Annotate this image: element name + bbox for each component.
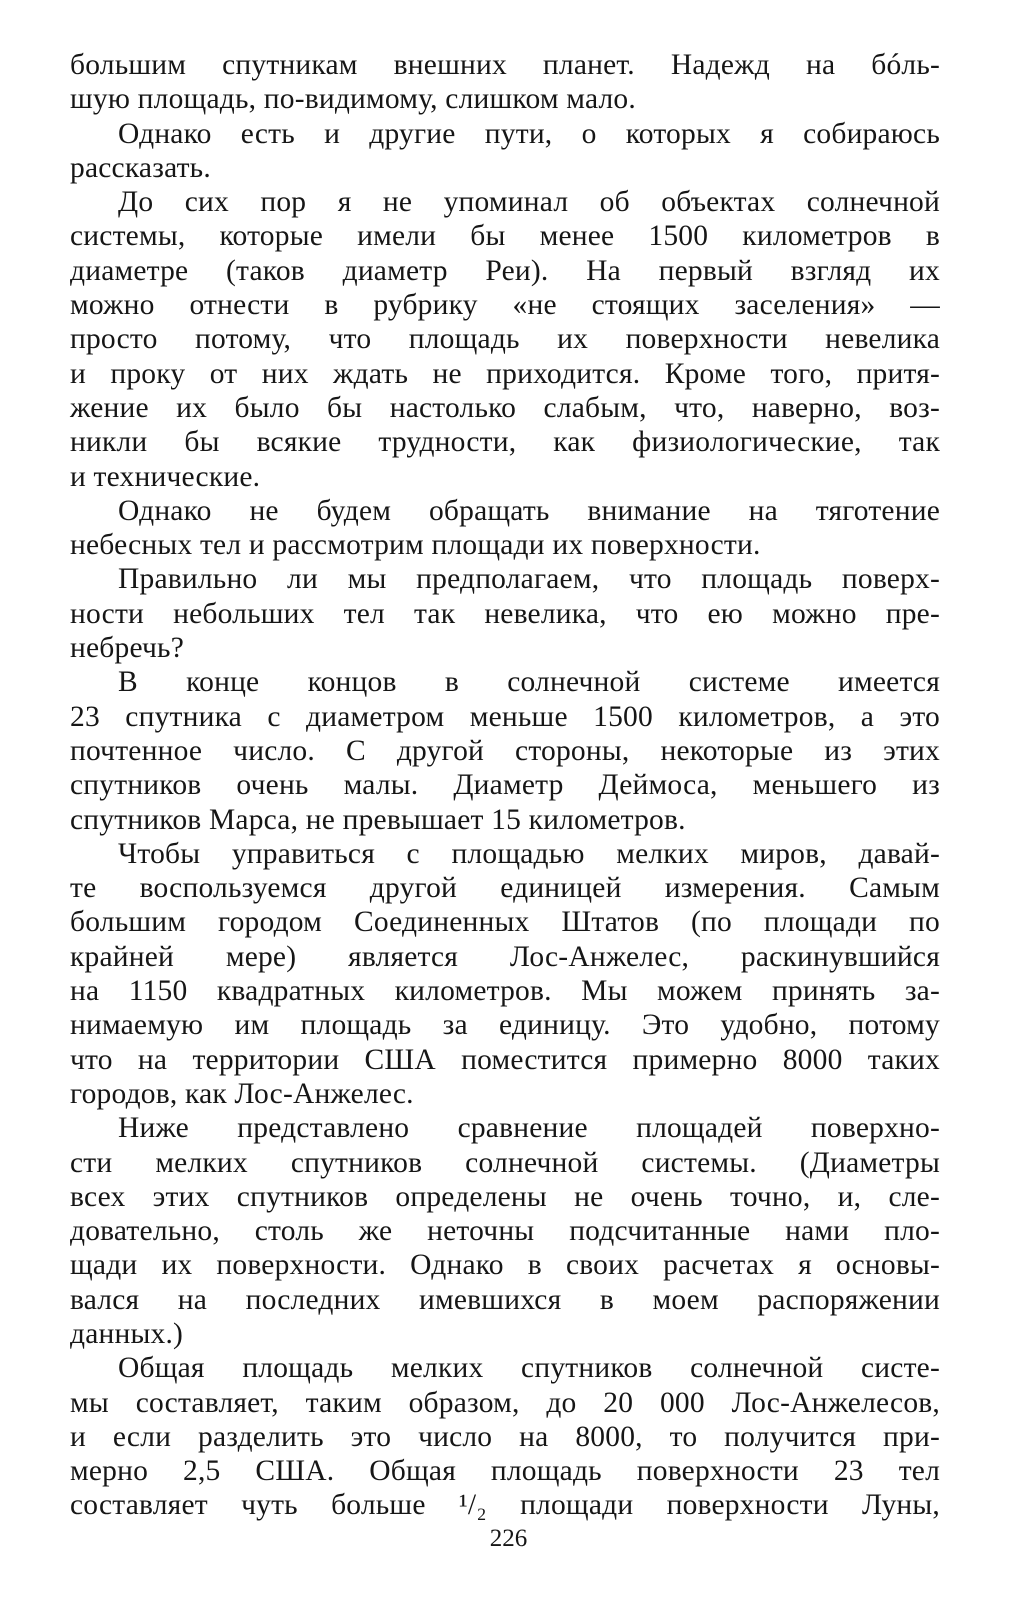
- text-line: Однако не будем обращать внимание на тяготение: [118, 494, 940, 527]
- text-line: данных.): [70, 1317, 184, 1350]
- text-line: жение их было бы настолько слабым, что, наверно, воз-: [70, 391, 940, 424]
- text-line: небесных тел и рассмотрим площади их поверхности.: [70, 529, 761, 562]
- text-line: те воспользуемся другой единицей измерения. Самым: [70, 872, 940, 905]
- text-line: просто потому, что площадь их поверхности невелика: [70, 323, 940, 356]
- text-line: можно отнести в рубрику «не стоящих заселения» —: [70, 289, 940, 322]
- text-line: системы, которые имели бы менее 1500 километров в: [70, 220, 940, 253]
- text-line: что на территории США поместится примерно 8000 таких: [70, 1043, 940, 1076]
- text-line: спутников очень малы. Диаметр Деймоса, меньшего из: [70, 769, 940, 802]
- page-number: 226: [489, 1525, 528, 1552]
- text-line: мы составляет, таким образом, до 20 000 Лос-Анжелесов,: [70, 1386, 940, 1419]
- text-line: диаметре (таков диаметр Реи). На первый взгляд их: [70, 254, 940, 287]
- text-line: спутников Марса, не превышает 15 километров.: [70, 803, 686, 836]
- text-line: всех этих спутников определены не очень точно, и, сле-: [70, 1180, 940, 1213]
- text-line: небречь?: [70, 632, 184, 665]
- text-line: 23 спутника с диаметром меньше 1500 километров, а это: [70, 700, 940, 733]
- text-line: вался на последних имевшихся в моем распоряжении: [70, 1283, 940, 1316]
- text-line: и если разделить это число на 8000, то получится при-: [70, 1420, 940, 1453]
- text-line: нимаемую им площадь за единицу. Это удобно, потому: [70, 1009, 940, 1042]
- text-line: Правильно ли мы предполагаем, что площадь поверх-: [118, 563, 940, 596]
- text-line: До сих пор я не упоминал об объектах солнечной: [118, 186, 940, 219]
- text-line: большим спутникам внешних планет. Надежд на бóль-: [70, 49, 940, 81]
- text-line: и технические.: [70, 460, 261, 493]
- text-line: большим городом Соединенных Штатов (по площади по: [70, 906, 940, 939]
- text-line: сти мелких спутников солнечной системы. (Диаметры: [70, 1146, 940, 1179]
- text-line: рассказать.: [70, 151, 211, 184]
- text-line: составляет чуть больше ¹/₂ площади поверхности Луны,: [70, 1489, 940, 1522]
- text-line: крайней мере) является Лос-Анжелес, раскинувшийся: [70, 940, 940, 973]
- text-line: Однако есть и другие пути, о которых я собираюсь: [118, 117, 940, 150]
- text-line: Общая площадь мелких спутников солнечной систе-: [118, 1352, 940, 1385]
- text-line: почтенное число. С другой стороны, некоторые из этих: [70, 734, 940, 767]
- text-line: В конце концов в солнечной системе имеется: [118, 666, 940, 699]
- body-text: [70, 48, 940, 1523]
- text-line: Ниже представлено сравнение площадей поверхно-: [118, 1112, 940, 1145]
- text-line: шую площадь, по-видимому, слишком мало.: [70, 83, 636, 116]
- text-line: мерно 2,5 США. Общая площадь поверхности 23 тел: [70, 1455, 940, 1488]
- text-line: довательно, столь же неточны подсчитанные нами пло-: [70, 1215, 940, 1248]
- text-line: городов, как Лос-Анжелес.: [70, 1077, 414, 1110]
- text-line: на 1150 квадратных километров. Мы можем принять за-: [70, 975, 940, 1008]
- text-line: ности небольших тел так невелика, что ею можно пре-: [70, 597, 940, 630]
- text-line: никли бы всякие трудности, как физиологические, так: [70, 426, 940, 459]
- text-line: Чтобы управиться с площадью мелких миров, давай-: [118, 837, 940, 870]
- text-line: щади их поверхности. Однако в своих расчетах я основы-: [70, 1249, 940, 1282]
- text-line: и проку от них ждать не приходится. Кроме того, притя-: [70, 357, 940, 390]
